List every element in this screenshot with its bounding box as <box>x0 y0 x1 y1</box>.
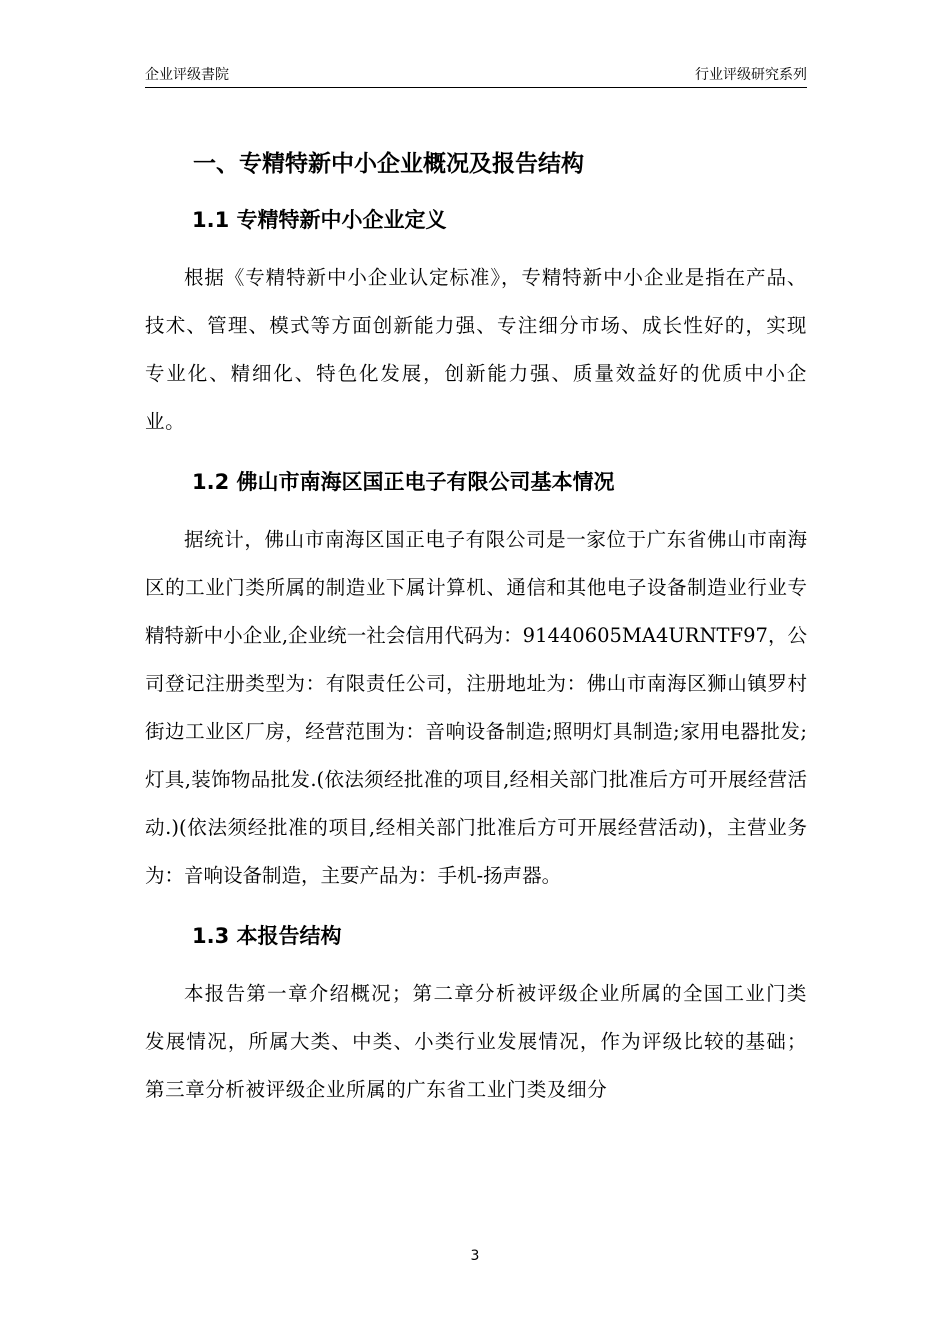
paragraph-definition: 根据《专精特新中小企业认定标准》，专精特新中小企业是指在产品、技术、管理、模式等方面创新能力强、专注细分市场、成长性好的，实现专业化、精细化、特色化发展，创新能力强、质量效益好的优质中小企业。 <box>145 266 807 433</box>
section-title: 一、专精特新中小企业概况及报告结构 <box>193 151 584 177</box>
page-number: 3 <box>470 1248 480 1264</box>
paragraph-company-info: 据统计，佛山市南海区国正电子有限公司是一家位于广东省佛山市南海区的工业门类所属的制造业下属计算机、通信和其他电子设备制造业行业专精特新中小企业,企业统一社会信用代码为：91440605MA4URNTF97，公司登记注册类型为：有限责任公司，注册地址为：佛山市南海区狮山镇罗村街边工业区厂房，经营范围为：音响设备制造;照明灯具制造;家用电器批发;灯具,装饰物品批发.(依法须经批准的项目,经相关部门批准后方可开展经营活动.)(依法须经批准的项目,经相关部门批准后方可开展经营活动)，主营业务为：音响设备制造，主要产品为：手机-扬声器。 <box>145 528 807 887</box>
header-left-title: 企业评级書院 <box>145 67 229 83</box>
header-right-title: 行业评级研究系列 <box>695 67 807 83</box>
page-header <box>145 62 807 88</box>
paragraph-report-structure: 本报告第一章介绍概况；第二章分析被评级企业所属的全国工业门类发展情况，所属大类、中类、小类行业发展情况，作为评级比较的基础；第三章分析被评级企业所属的广东省工业门类及细分 <box>145 982 807 1101</box>
subsection-heading-1-1: 1.1 专精特新中小企业定义 <box>192 208 447 232</box>
document-body <box>145 138 807 1126</box>
subsection-heading-1-2: 1.2 佛山市南海区国正电子有限公司基本情况 <box>192 470 615 494</box>
subsection-heading-1-3: 1.3 本报告结构 <box>192 924 342 948</box>
